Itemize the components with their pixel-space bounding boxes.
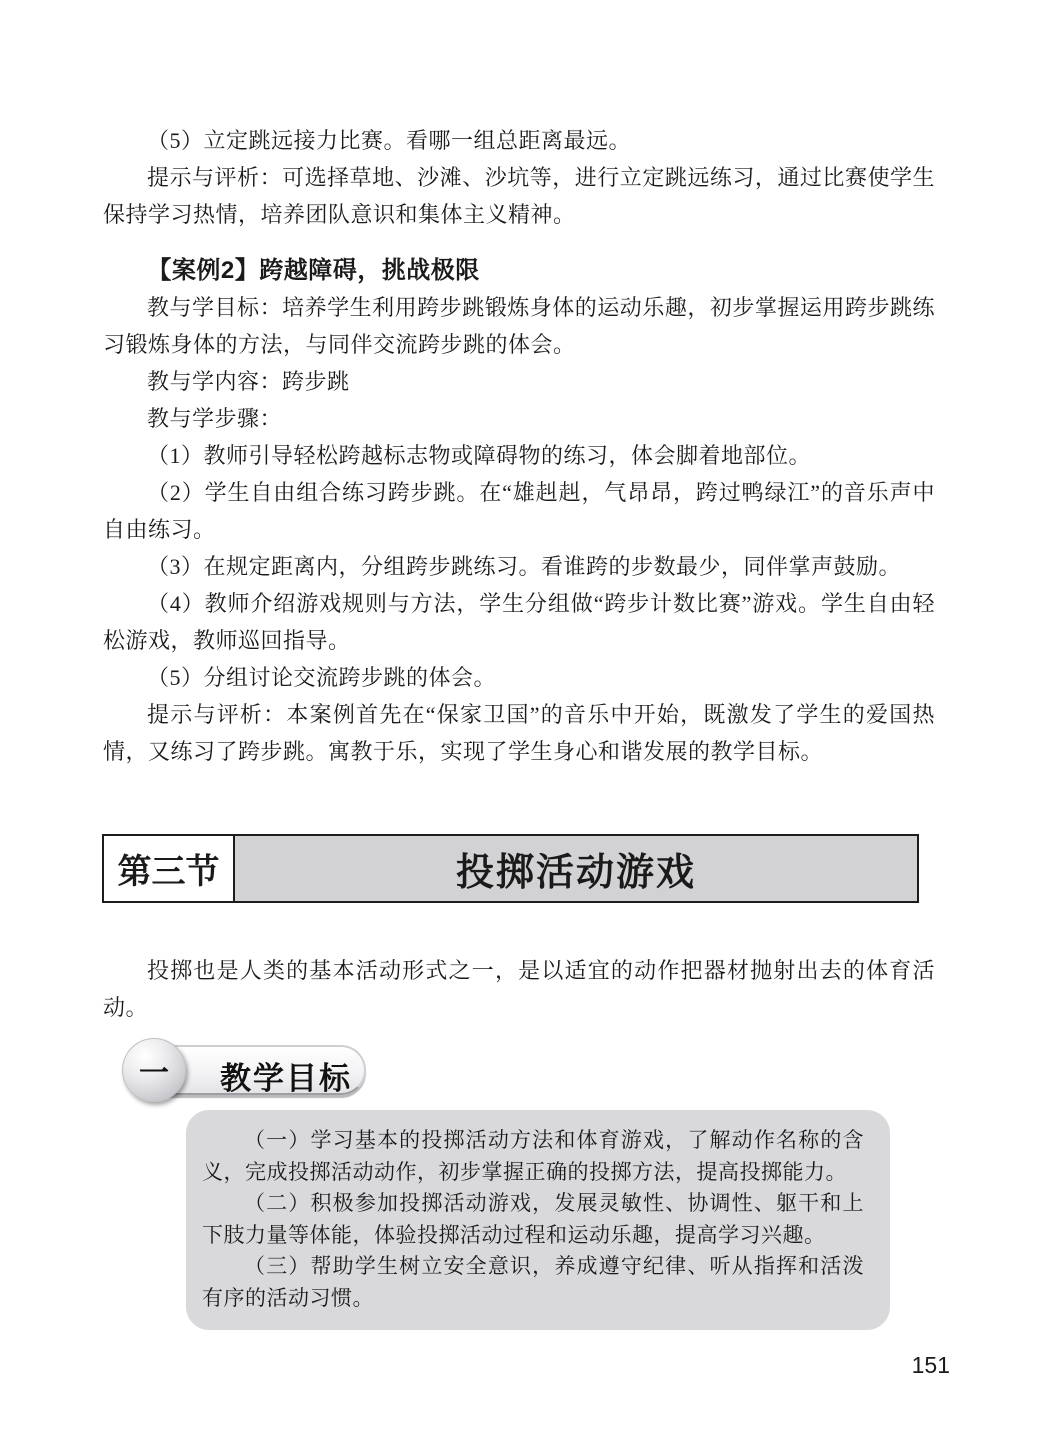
page-number: 151 bbox=[911, 1352, 950, 1378]
section-intro-paragraph: 投掷也是人类的基本活动形式之一，是以适宜的动作把器材抛射出去的体育活动。 bbox=[103, 958, 935, 1020]
paragraph-tips-case1: 提示与评析：可选择草地、沙滩、沙坑等，进行立定跳远练习，通过比赛使学生保持学习热情，培养团队意识和集体主义精神。 bbox=[103, 165, 935, 227]
paragraph-case2-goal: 教与学目标：培养学生利用跨步跳锻炼身体的运动乐趣，初步掌握运用跨步跳练习锻炼身体的方法，与同伴交流跨步跳的体会。 bbox=[103, 295, 935, 357]
section-header-bar bbox=[102, 834, 919, 903]
objective-item-3: （三）帮助学生树立安全意识，养成遵守纪律、听从指挥和活泼有序的活动习惯。 bbox=[202, 1254, 864, 1310]
paragraph-step-1: （1）教师引导轻松跨越标志物或障碍物的练习，体会脚着地部位。 bbox=[147, 443, 812, 468]
paragraph-case2-content: 教与学内容：跨步跳 bbox=[147, 369, 350, 394]
objective-item-2: （二）积极参加投掷活动游戏，发展灵敏性、协调性、躯干和上下肢力量等体能，体验投掷活动过程和运动乐趣，提高学习兴趣。 bbox=[202, 1191, 864, 1247]
paragraph-item5: （5）立定跳远接力比赛。看哪一组总距离最远。 bbox=[147, 128, 632, 153]
section-title: 投掷活动游戏 bbox=[455, 852, 696, 894]
paragraph-step-4: （4）教师介绍游戏规则与方法，学生分组做“跨步计数比赛”游戏。学生自由轻松游戏，教师巡回指导。 bbox=[103, 591, 935, 653]
objective-item-1: （一）学习基本的投掷活动方法和体育游戏，了解动作名称的含义，完成投掷活动动作，初步掌握正确的投掷方法，提高投掷能力。 bbox=[202, 1128, 864, 1184]
paragraph-step-3: （3）在规定距离内，分组跨步跳练习。看谁跨的步数最少，同伴掌声鼓励。 bbox=[147, 554, 902, 579]
paragraph-step-2: （2）学生自由组合练习跨步跳。在“雄赳赳，气昂昂，跨过鸭绿江”的音乐声中自由练习。 bbox=[103, 480, 935, 542]
paragraph-step-5: （5）分组讨论交流跨步跳的体会。 bbox=[147, 665, 497, 690]
objectives-badge-number-circle: 一 bbox=[122, 1038, 186, 1102]
objectives-badge bbox=[122, 1038, 522, 1102]
case2-heading: 【案例2】跨越障碍，挑战极限 bbox=[147, 257, 480, 284]
section-number-label: 第三节 bbox=[104, 836, 235, 901]
objectives-badge-title: 教学目标 bbox=[220, 1061, 352, 1096]
paragraph-tips-case2: 提示与评析：本案例首先在“保家卫国”的音乐中开始，既激发了学生的爱国热情，又练习了跨步跳。寓教于乐，实现了学生身心和谐发展的教学目标。 bbox=[103, 702, 935, 764]
page-content bbox=[103, 0, 935, 1330]
paragraph-case2-steps-label: 教与学步骤： bbox=[147, 406, 283, 431]
objectives-box bbox=[186, 1110, 890, 1330]
